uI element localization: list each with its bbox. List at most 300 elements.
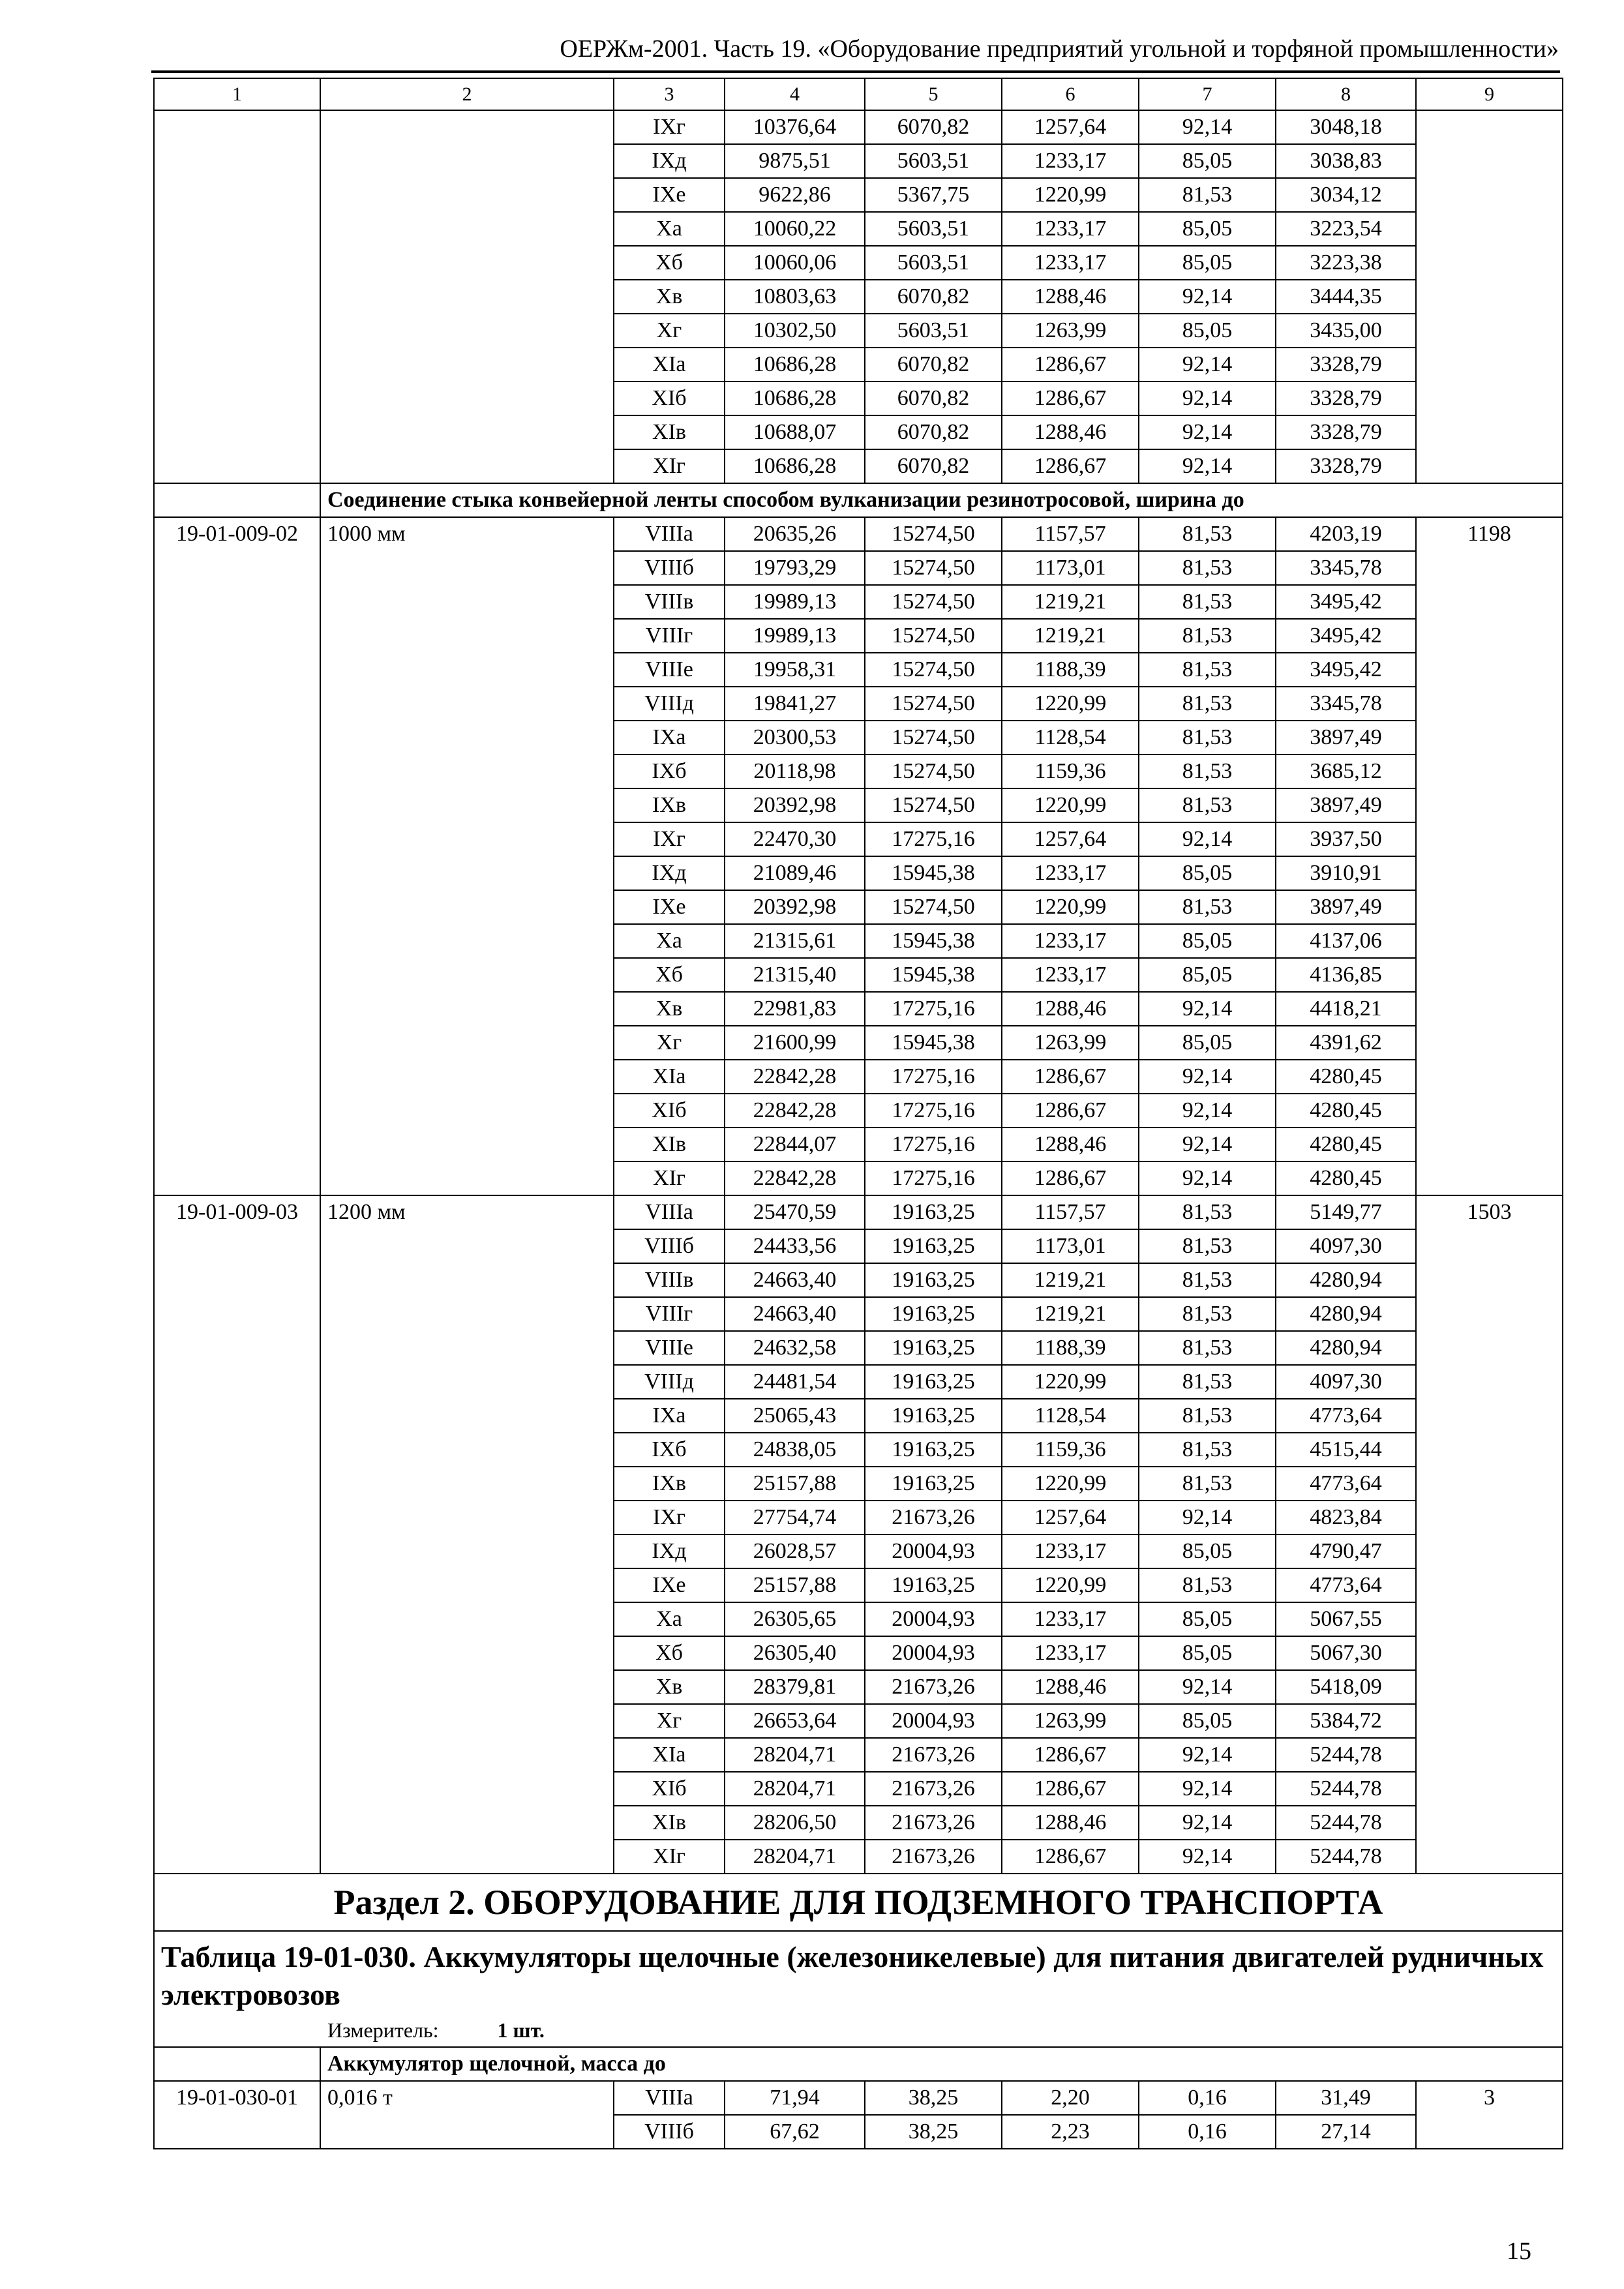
value-cell: 81,53 — [1139, 653, 1276, 687]
value-cell: 3495,42 — [1276, 619, 1416, 653]
value-cell: 10688,07 — [725, 415, 865, 449]
value-cell: 20004,93 — [865, 1534, 1002, 1568]
value-cell: 85,05 — [1139, 144, 1276, 178]
value-cell: 1288,46 — [1002, 280, 1139, 314]
value-cell: 81,53 — [1139, 1263, 1276, 1297]
value-cell: 38,25 — [865, 2081, 1002, 2115]
value-cell: 19163,25 — [865, 1195, 1002, 1229]
section-row — [154, 1874, 1563, 1931]
zone-cell: XIб — [614, 1094, 725, 1128]
value-cell: 17275,16 — [865, 992, 1002, 1026]
value-cell: 0,16 — [1139, 2115, 1276, 2149]
value-cell: 81,53 — [1139, 619, 1276, 653]
value-cell: 4203,19 — [1276, 517, 1416, 551]
value-cell: 25065,43 — [725, 1399, 865, 1433]
value-cell: 1220,99 — [1002, 1467, 1139, 1501]
code-cell — [154, 110, 320, 483]
column-number: 8 — [1276, 78, 1416, 110]
zone-cell: VIIIа — [614, 517, 725, 551]
zone-cell: Xв — [614, 992, 725, 1026]
value-cell: 1288,46 — [1002, 1128, 1139, 1161]
value-cell: 19163,25 — [865, 1365, 1002, 1399]
value-cell: 1219,21 — [1002, 1263, 1139, 1297]
zone-cell: VIIIб — [614, 551, 725, 585]
value-cell: 92,14 — [1139, 1806, 1276, 1840]
value-cell: 22842,28 — [725, 1094, 865, 1128]
column-number-row — [154, 78, 1563, 110]
value-cell: 1257,64 — [1002, 822, 1139, 856]
value-cell: 5244,78 — [1276, 1772, 1416, 1806]
zone-cell: IXг — [614, 1501, 725, 1534]
table-title: Таблица 19-01-030. Аккумуляторы щелочные (железоникелевые) для питания двигателей рудничных электровозов — [161, 1940, 1544, 2011]
value-cell: 25470,59 — [725, 1195, 865, 1229]
value-cell: 19841,27 — [725, 687, 865, 721]
value-cell: 1128,54 — [1002, 721, 1139, 755]
value-cell: 15945,38 — [865, 958, 1002, 992]
zone-cell: IXд — [614, 144, 725, 178]
value-cell: 1286,67 — [1002, 382, 1139, 415]
value-cell: 15274,50 — [865, 721, 1002, 755]
value-cell: 4280,94 — [1276, 1263, 1416, 1297]
value-cell: 1286,67 — [1002, 1738, 1139, 1772]
value-cell: 85,05 — [1139, 212, 1276, 246]
value-cell: 81,53 — [1139, 1568, 1276, 1602]
value-cell: 21600,99 — [725, 1026, 865, 1060]
value-cell: 15274,50 — [865, 687, 1002, 721]
value-cell: 1288,46 — [1002, 992, 1139, 1026]
table-row — [154, 2081, 1563, 2115]
value-cell: 6070,82 — [865, 348, 1002, 382]
value-cell: 92,14 — [1139, 1094, 1276, 1128]
group-heading-row — [154, 483, 1563, 517]
value-cell: 5418,09 — [1276, 1670, 1416, 1704]
header-rule — [151, 70, 1560, 73]
value-cell: 5603,51 — [865, 144, 1002, 178]
value-cell: 20300,53 — [725, 721, 865, 755]
value-cell: 92,14 — [1139, 1128, 1276, 1161]
value-cell: 38,25 — [865, 2115, 1002, 2149]
value-cell: 81,53 — [1139, 755, 1276, 788]
value-cell: 4280,94 — [1276, 1331, 1416, 1365]
value-cell: 3910,91 — [1276, 856, 1416, 890]
zone-cell: Xб — [614, 958, 725, 992]
value-cell: 92,14 — [1139, 1738, 1276, 1772]
zone-cell: VIIIа — [614, 2081, 725, 2115]
value-cell: 10686,28 — [725, 348, 865, 382]
value-cell: 19793,29 — [725, 551, 865, 585]
value-cell: 4137,06 — [1276, 924, 1416, 958]
value-cell: 81,53 — [1139, 1365, 1276, 1399]
section-title: Раздел 2. ОБОРУДОВАНИЕ ДЛЯ ПОДЗЕМНОГО ТРАНСПОРТА — [154, 1874, 1563, 1931]
value-cell: 81,53 — [1139, 721, 1276, 755]
value-cell: 85,05 — [1139, 1636, 1276, 1670]
value-cell: 15945,38 — [865, 1026, 1002, 1060]
value-cell: 3685,12 — [1276, 755, 1416, 788]
zone-cell: Xб — [614, 1636, 725, 1670]
column-number: 7 — [1139, 78, 1276, 110]
value-cell: 5244,78 — [1276, 1840, 1416, 1874]
group-heading: Соединение стыка конвейерной ленты способом вулканизации резинотросовой, ширина до — [320, 483, 1563, 517]
value-cell: 2,23 — [1002, 2115, 1139, 2149]
name-cell: 0,016 т — [320, 2081, 614, 2149]
zone-cell: Xг — [614, 314, 725, 348]
value-cell: 22842,28 — [725, 1060, 865, 1094]
value-cell: 92,14 — [1139, 110, 1276, 144]
value-cell: 92,14 — [1139, 1060, 1276, 1094]
value-cell: 2,20 — [1002, 2081, 1139, 2115]
zone-cell: XIг — [614, 1161, 725, 1195]
value-cell: 1233,17 — [1002, 246, 1139, 280]
value-cell: 22470,30 — [725, 822, 865, 856]
column-number: 4 — [725, 78, 865, 110]
value-cell: 20004,93 — [865, 1636, 1002, 1670]
value-cell: 20118,98 — [725, 755, 865, 788]
value-cell: 1219,21 — [1002, 619, 1139, 653]
zone-cell: IXе — [614, 1568, 725, 1602]
zone-cell: Xг — [614, 1704, 725, 1738]
column-number: 6 — [1002, 78, 1139, 110]
code-cell: 19-01-009-02 — [154, 517, 320, 1195]
value-cell: 6070,82 — [865, 280, 1002, 314]
value-cell: 22844,07 — [725, 1128, 865, 1161]
value-cell: 4136,85 — [1276, 958, 1416, 992]
value-cell: 15945,38 — [865, 856, 1002, 890]
zone-cell: VIIIд — [614, 687, 725, 721]
unit-value: 1 шт. — [497, 2018, 545, 2042]
value-cell: 4773,64 — [1276, 1467, 1416, 1501]
value-cell: 3444,35 — [1276, 280, 1416, 314]
value-cell: 24663,40 — [725, 1297, 865, 1331]
value-cell: 3897,49 — [1276, 890, 1416, 924]
value-cell: 1219,21 — [1002, 1297, 1139, 1331]
column-number: 9 — [1416, 78, 1563, 110]
value-cell: 28204,71 — [725, 1840, 865, 1874]
value-cell: 81,53 — [1139, 1195, 1276, 1229]
value-cell: 28206,50 — [725, 1806, 865, 1840]
value-cell: 1159,36 — [1002, 1433, 1139, 1467]
value-cell: 1220,99 — [1002, 178, 1139, 212]
value-cell: 19989,13 — [725, 619, 865, 653]
value-cell: 3328,79 — [1276, 348, 1416, 382]
value-cell: 3435,00 — [1276, 314, 1416, 348]
value-cell: 31,49 — [1276, 2081, 1416, 2115]
value-cell: 1159,36 — [1002, 755, 1139, 788]
value-cell: 0,16 — [1139, 2081, 1276, 2115]
value-cell: 15274,50 — [865, 517, 1002, 551]
value-cell: 1263,99 — [1002, 1704, 1139, 1738]
code-cell: 19-01-030-01 — [154, 2081, 320, 2149]
zone-cell: XIв — [614, 415, 725, 449]
value-cell: 5603,51 — [865, 212, 1002, 246]
value-cell: 15274,50 — [865, 890, 1002, 924]
value-cell: 1157,57 — [1002, 1195, 1139, 1229]
value-cell: 17275,16 — [865, 1060, 1002, 1094]
value-cell: 1188,39 — [1002, 1331, 1139, 1365]
value-cell: 6070,82 — [865, 415, 1002, 449]
value-cell: 3328,79 — [1276, 415, 1416, 449]
value-cell: 6070,82 — [865, 449, 1002, 483]
value-cell: 4280,45 — [1276, 1094, 1416, 1128]
value-cell: 5603,51 — [865, 314, 1002, 348]
value-cell: 19163,25 — [865, 1433, 1002, 1467]
value-cell: 4280,45 — [1276, 1161, 1416, 1195]
value-cell: 19163,25 — [865, 1263, 1002, 1297]
value-cell: 27,14 — [1276, 2115, 1416, 2149]
value-cell: 1173,01 — [1002, 551, 1139, 585]
value-cell: 10803,63 — [725, 280, 865, 314]
value-cell: 3038,83 — [1276, 144, 1416, 178]
value-cell: 4280,45 — [1276, 1128, 1416, 1161]
value-cell: 26305,65 — [725, 1602, 865, 1636]
table-title-cell — [154, 1931, 1563, 2047]
value-cell: 81,53 — [1139, 1399, 1276, 1433]
zone-cell: Xв — [614, 280, 725, 314]
value-cell: 10686,28 — [725, 449, 865, 483]
column-number: 2 — [320, 78, 614, 110]
name-cell — [320, 110, 614, 483]
value-cell: 92,14 — [1139, 1161, 1276, 1195]
zone-cell: XIа — [614, 1060, 725, 1094]
unit-label: Измеритель: — [327, 2018, 439, 2042]
value-cell: 20392,98 — [725, 890, 865, 924]
table-row — [154, 110, 1563, 144]
zone-cell: XIа — [614, 348, 725, 382]
zone-cell: VIIIе — [614, 1331, 725, 1365]
value-cell: 24632,58 — [725, 1331, 865, 1365]
value-cell: 4391,62 — [1276, 1026, 1416, 1060]
page-header: ОЕРЖм-2001. Часть 19. «Оборудование предприятий угольной и торфяной промышленности» — [560, 35, 1559, 63]
code-cell — [154, 483, 320, 517]
zone-cell: IXа — [614, 1399, 725, 1433]
value-cell: 1233,17 — [1002, 1602, 1139, 1636]
value-cell: 92,14 — [1139, 1670, 1276, 1704]
value-cell: 19163,25 — [865, 1399, 1002, 1433]
value-cell: 24433,56 — [725, 1229, 865, 1263]
value-cell: 3048,18 — [1276, 110, 1416, 144]
value-cell: 3345,78 — [1276, 687, 1416, 721]
value-cell: 1188,39 — [1002, 653, 1139, 687]
value-cell: 3034,12 — [1276, 178, 1416, 212]
code-cell: 19-01-009-03 — [154, 1195, 320, 1874]
value-cell: 4773,64 — [1276, 1399, 1416, 1433]
value-cell: 20392,98 — [725, 788, 865, 822]
value-cell: 17275,16 — [865, 1094, 1002, 1128]
value-cell: 5244,78 — [1276, 1738, 1416, 1772]
col9-cell: 3 — [1416, 2081, 1563, 2149]
value-cell: 22981,83 — [725, 992, 865, 1026]
value-cell: 17275,16 — [865, 822, 1002, 856]
value-cell: 10686,28 — [725, 382, 865, 415]
zone-cell: Xа — [614, 924, 725, 958]
value-cell: 4823,84 — [1276, 1501, 1416, 1534]
col9-cell: 1198 — [1416, 517, 1563, 1195]
value-cell: 85,05 — [1139, 1026, 1276, 1060]
value-cell: 81,53 — [1139, 585, 1276, 619]
value-cell: 15274,50 — [865, 585, 1002, 619]
value-cell: 81,53 — [1139, 1331, 1276, 1365]
value-cell: 26305,40 — [725, 1636, 865, 1670]
zone-cell: VIIIб — [614, 2115, 725, 2149]
zone-cell: VIIIд — [614, 1365, 725, 1399]
value-cell: 92,14 — [1139, 1772, 1276, 1806]
value-cell: 1173,01 — [1002, 1229, 1139, 1263]
value-cell: 92,14 — [1139, 382, 1276, 415]
value-cell: 24663,40 — [725, 1263, 865, 1297]
value-cell: 21673,26 — [865, 1670, 1002, 1704]
group-heading: Аккумулятор щелочной, масса до — [320, 2047, 1563, 2081]
value-cell: 20635,26 — [725, 517, 865, 551]
table-body — [154, 78, 1563, 2149]
value-cell: 21673,26 — [865, 1840, 1002, 1874]
column-number: 3 — [614, 78, 725, 110]
value-cell: 4097,30 — [1276, 1365, 1416, 1399]
value-cell: 92,14 — [1139, 415, 1276, 449]
value-cell: 1128,54 — [1002, 1399, 1139, 1433]
value-cell: 81,53 — [1139, 687, 1276, 721]
zone-cell: IXв — [614, 1467, 725, 1501]
value-cell: 85,05 — [1139, 1602, 1276, 1636]
table-title-row — [154, 1931, 1563, 2047]
value-cell: 15274,50 — [865, 788, 1002, 822]
value-cell: 15274,50 — [865, 619, 1002, 653]
zone-cell: IXб — [614, 755, 725, 788]
value-cell: 9875,51 — [725, 144, 865, 178]
value-cell: 4418,21 — [1276, 992, 1416, 1026]
value-cell: 26028,57 — [725, 1534, 865, 1568]
name-cell: 1200 мм — [320, 1195, 614, 1874]
value-cell: 10302,50 — [725, 314, 865, 348]
value-cell: 1286,67 — [1002, 1772, 1139, 1806]
value-cell: 3495,42 — [1276, 653, 1416, 687]
zone-cell: IXд — [614, 1534, 725, 1568]
col9-cell — [1416, 110, 1563, 483]
value-cell: 92,14 — [1139, 449, 1276, 483]
group-heading-row — [154, 2047, 1563, 2081]
value-cell: 26653,64 — [725, 1704, 865, 1738]
zone-cell: XIб — [614, 382, 725, 415]
value-cell: 1233,17 — [1002, 144, 1139, 178]
value-cell: 81,53 — [1139, 1229, 1276, 1263]
value-cell: 3937,50 — [1276, 822, 1416, 856]
zone-cell: Xб — [614, 246, 725, 280]
value-cell: 1220,99 — [1002, 687, 1139, 721]
value-cell: 5067,30 — [1276, 1636, 1416, 1670]
value-cell: 67,62 — [725, 2115, 865, 2149]
value-cell: 27754,74 — [725, 1501, 865, 1534]
value-cell: 81,53 — [1139, 1297, 1276, 1331]
value-cell: 21673,26 — [865, 1501, 1002, 1534]
zone-cell: VIIIв — [614, 585, 725, 619]
value-cell: 15274,50 — [865, 653, 1002, 687]
value-cell: 1233,17 — [1002, 212, 1139, 246]
value-cell: 92,14 — [1139, 992, 1276, 1026]
unit-line — [155, 2014, 1562, 2046]
value-cell: 5067,55 — [1276, 1602, 1416, 1636]
value-cell: 5603,51 — [865, 246, 1002, 280]
value-cell: 19163,25 — [865, 1568, 1002, 1602]
value-cell: 19163,25 — [865, 1229, 1002, 1263]
zone-cell: XIв — [614, 1128, 725, 1161]
zone-cell: Xа — [614, 212, 725, 246]
col9-cell: 1503 — [1416, 1195, 1563, 1874]
value-cell: 85,05 — [1139, 1704, 1276, 1738]
value-cell: 3897,49 — [1276, 788, 1416, 822]
value-cell: 1288,46 — [1002, 1670, 1139, 1704]
value-cell: 1286,67 — [1002, 449, 1139, 483]
value-cell: 25157,88 — [725, 1467, 865, 1501]
column-number: 1 — [154, 78, 320, 110]
value-cell: 81,53 — [1139, 1433, 1276, 1467]
value-cell: 15274,50 — [865, 755, 1002, 788]
value-cell: 1233,17 — [1002, 924, 1139, 958]
value-cell: 5244,78 — [1276, 1806, 1416, 1840]
code-cell — [154, 2047, 320, 2081]
value-cell: 71,94 — [725, 2081, 865, 2115]
zone-cell: VIIIг — [614, 619, 725, 653]
value-cell: 5149,77 — [1276, 1195, 1416, 1229]
value-cell: 81,53 — [1139, 551, 1276, 585]
value-cell: 92,14 — [1139, 348, 1276, 382]
value-cell: 10376,64 — [725, 110, 865, 144]
value-cell: 9622,86 — [725, 178, 865, 212]
value-cell: 24838,05 — [725, 1433, 865, 1467]
value-cell: 85,05 — [1139, 1534, 1276, 1568]
value-cell: 1286,67 — [1002, 1161, 1139, 1195]
value-cell: 81,53 — [1139, 890, 1276, 924]
value-cell: 4280,45 — [1276, 1060, 1416, 1094]
value-cell: 1288,46 — [1002, 1806, 1139, 1840]
value-cell: 17275,16 — [865, 1128, 1002, 1161]
value-cell: 85,05 — [1139, 856, 1276, 890]
value-cell: 5367,75 — [865, 178, 1002, 212]
value-cell: 21673,26 — [865, 1738, 1002, 1772]
value-cell: 1263,99 — [1002, 1026, 1139, 1060]
zone-cell: VIIIа — [614, 1195, 725, 1229]
value-cell: 3345,78 — [1276, 551, 1416, 585]
value-cell: 85,05 — [1139, 924, 1276, 958]
value-cell: 4280,94 — [1276, 1297, 1416, 1331]
value-cell: 17275,16 — [865, 1161, 1002, 1195]
value-cell: 92,14 — [1139, 822, 1276, 856]
value-cell: 28204,71 — [725, 1738, 865, 1772]
value-cell: 5384,72 — [1276, 1704, 1416, 1738]
value-cell: 15274,50 — [865, 551, 1002, 585]
value-cell: 85,05 — [1139, 958, 1276, 992]
zone-cell: VIIIг — [614, 1297, 725, 1331]
value-cell: 28204,71 — [725, 1772, 865, 1806]
value-cell: 6070,82 — [865, 382, 1002, 415]
value-cell: 10060,06 — [725, 246, 865, 280]
value-cell: 21315,40 — [725, 958, 865, 992]
value-cell: 4773,64 — [1276, 1568, 1416, 1602]
column-number: 5 — [865, 78, 1002, 110]
value-cell: 1220,99 — [1002, 890, 1139, 924]
value-cell: 21089,46 — [725, 856, 865, 890]
price-table — [153, 78, 1563, 2149]
value-cell: 3897,49 — [1276, 721, 1416, 755]
value-cell: 1286,67 — [1002, 1060, 1139, 1094]
value-cell: 85,05 — [1139, 314, 1276, 348]
zone-cell: XIб — [614, 1772, 725, 1806]
value-cell: 4515,44 — [1276, 1433, 1416, 1467]
value-cell: 21673,26 — [865, 1772, 1002, 1806]
value-cell: 4097,30 — [1276, 1229, 1416, 1263]
value-cell: 1157,57 — [1002, 517, 1139, 551]
value-cell: 92,14 — [1139, 1501, 1276, 1534]
value-cell: 3223,54 — [1276, 212, 1416, 246]
value-cell: 24481,54 — [725, 1365, 865, 1399]
value-cell: 22842,28 — [725, 1161, 865, 1195]
